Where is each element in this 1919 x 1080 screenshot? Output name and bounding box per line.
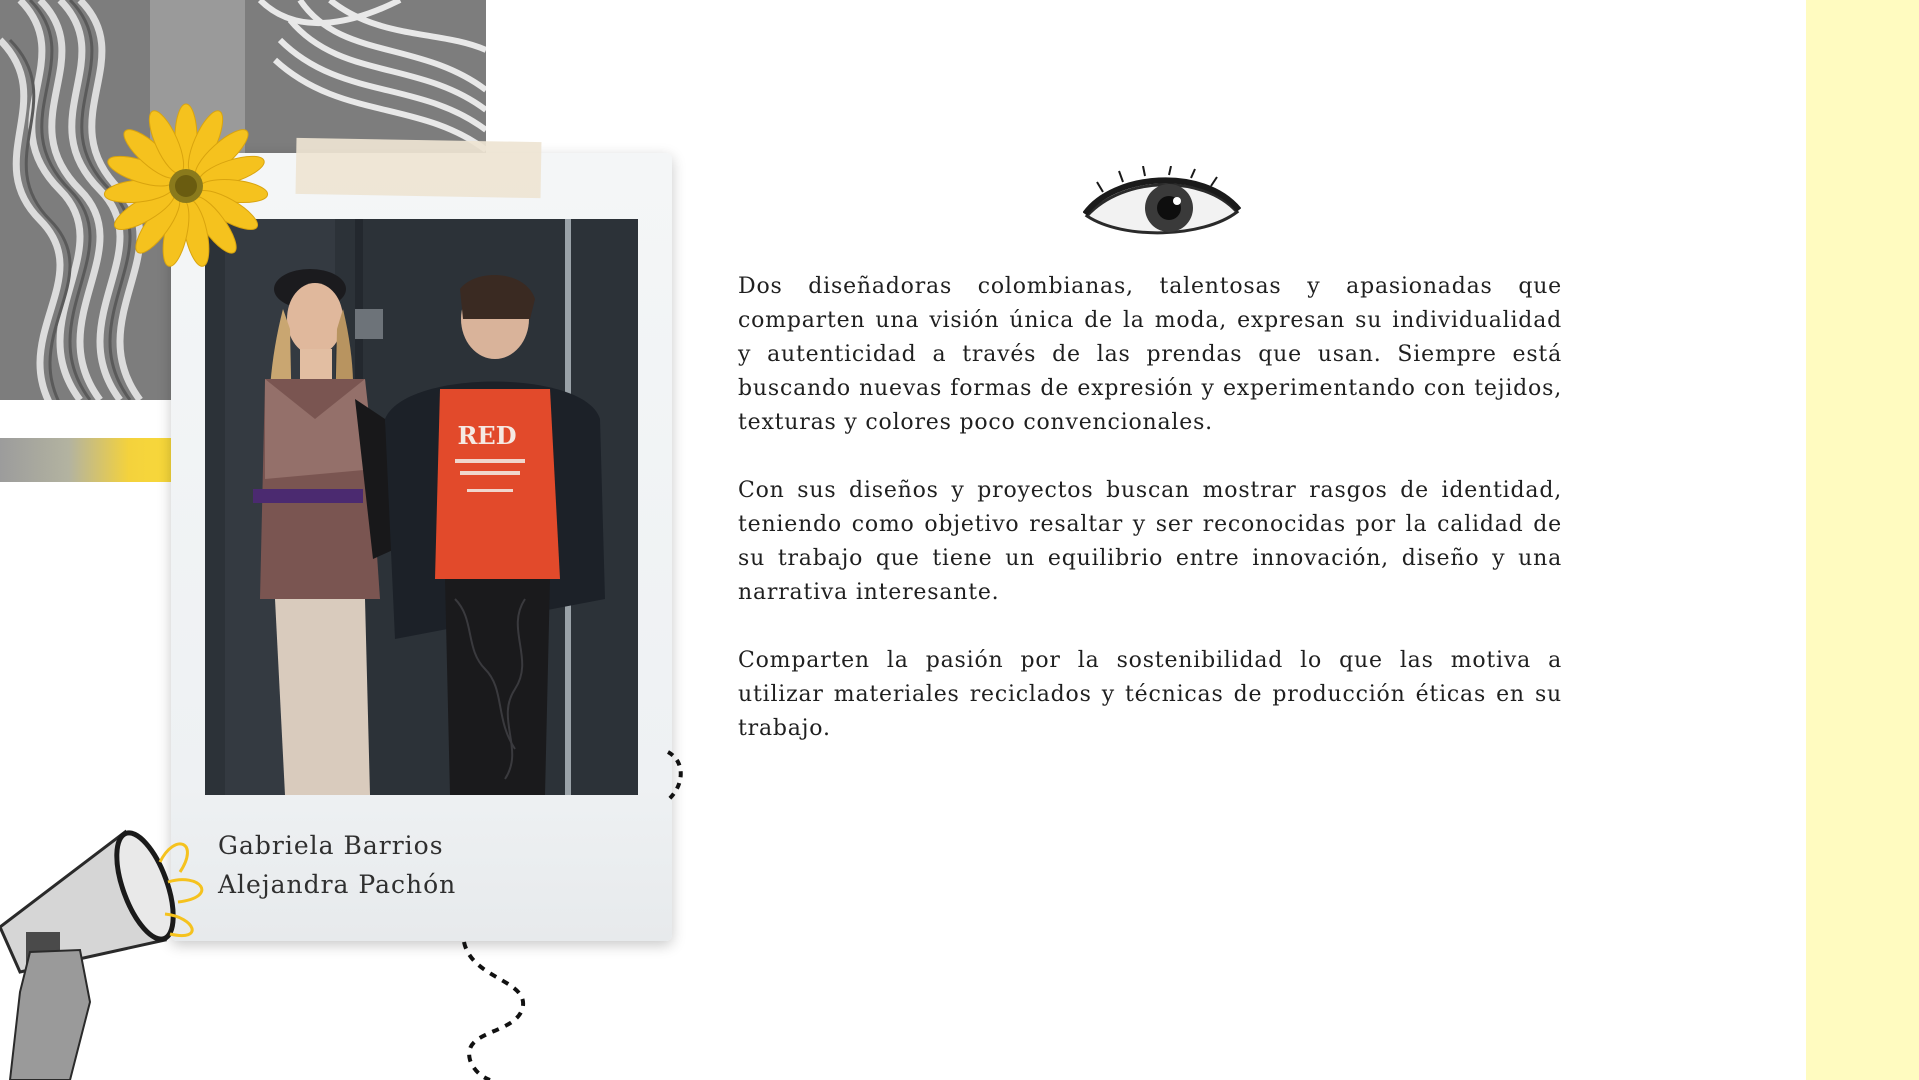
shirt-text: RED [457,421,517,450]
bio-paragraph-1: Dos diseñadoras colombianas, talentosas y apasionadas que comparten una visión única de la moda, expresan su individualidad y autenticidad a través de las prendas que usan. Siempre está buscando nuevas formas de expresión y experimentando con tejidos, texturas y colores poco convencionales. [738,274,1562,435]
tape-strip [296,138,542,198]
dotted-squiggle-right [664,750,688,802]
bio-text [738,270,1562,780]
bio-paragraph-2: Con sus diseños y proyectos buscan mostrar rasgos de identidad, teniendo como objetivo resaltar y ser reconocidas por la calidad de su trabajo que tiene un equilibrio entre innovación, diseño y una narrativa interesante. [738,478,1562,605]
yellow-strip [0,438,172,482]
bio-paragraph-3: Comparten la pasión por la sostenibilidad lo que las motiva a utilizar materiales reciclados y técnicas de producción éticas en su trabajo. [738,648,1562,741]
eye-icon [1083,166,1241,246]
caption-name-1: Gabriela Barrios [218,831,444,860]
megaphone-icon [0,822,220,1080]
photo-caption [218,826,638,904]
dotted-squiggle-bottom [462,940,532,1080]
designers-photo [205,219,638,795]
caption-name-2: Alejandra Pachón [218,870,457,899]
yellow-side-band [1806,0,1919,1080]
flower-icon [103,103,269,269]
